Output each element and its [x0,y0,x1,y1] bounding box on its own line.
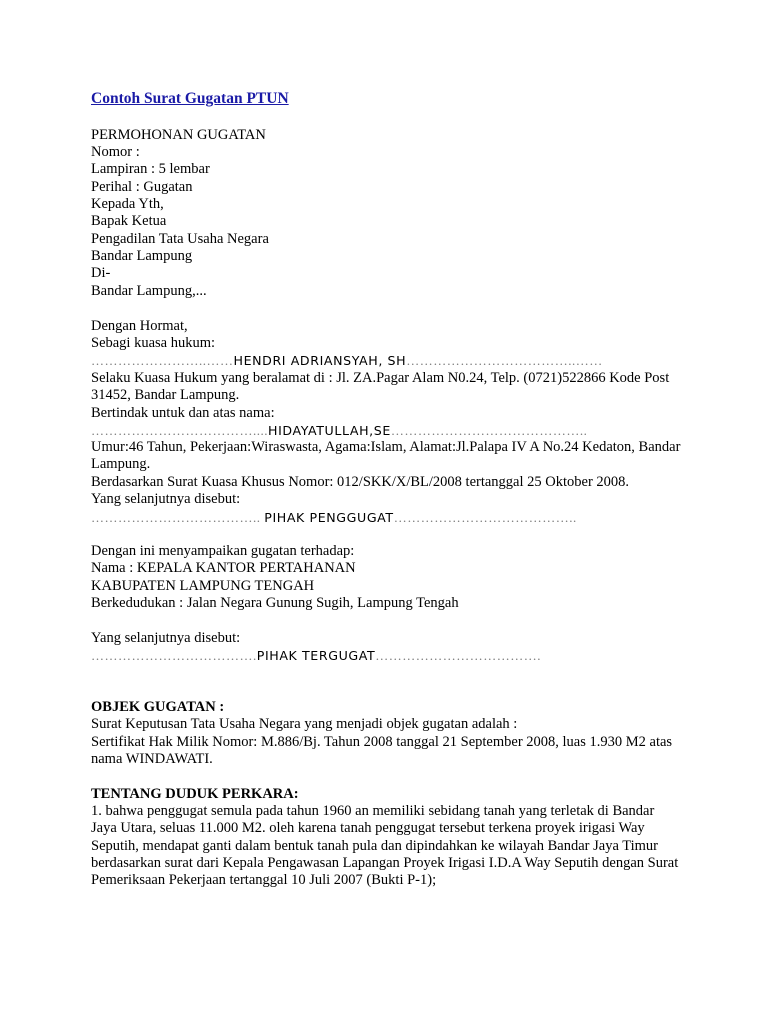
leader-dots: …………………………………….. [390,423,588,438]
defendant-called-label: Yang selanjutnya disebut: [91,630,241,646]
defendant-kabupaten: KABUPATEN LAMPUNG TENGAH [91,578,315,594]
header-pengadilan: Pengadilan Tata Usaha Negara [91,231,269,247]
header-di: Di- [91,265,111,281]
perkara-paragraph-1: 1. bahwa penggugat semula pada tahun 1960 an memiliki sebidang tanah yang terletak di Bandar Jaya Utara, seluas 11.000 M2. oleh karena tanah penggugat tersebut terkena proyek irigasi Way Seputih, mendapat ganti dalam bentuk tanah pula dan dipindahkan ke wilayah Bandar Jaya Timur berdasarkan surat dari Kepala Pengawasan Lapangan Proyek Irigasi I.D.A Way Seputih dengan Surat Pemeriksaan Pekerjaan tertanggal 10 Juli 2007 (Bukti P-1); [91,803,679,889]
power-of-attorney: Berdasarkan Surat Kuasa Khusus Nomor: 012/SKK/X/BL/2008 tertanggal 25 Oktober 2008. [91,474,630,490]
header-lampiran: Lampiran : 5 lembar [91,161,210,177]
header-kota-date: Bandar Lampung,... [91,283,207,299]
leader-dots: ………………………………..…… [406,353,603,368]
kuasa-address: Selaku Kuasa Hukum yang beralamat di : Jl. ZA.Pagar Alam N0.24, Telp. (0721)522866 Kode Post 31452, Bandar Lampung. [91,370,670,404]
header-nomor: Nomor : [91,144,140,160]
client-name-line [91,422,587,440]
defendant-domicile: Berkedudukan : Jalan Negara Gunung Sugih, Lampung Tengah [91,595,459,611]
objek-line-2: Sertifikat Hak Milik Nomor: M.886/Bj. Tahun 2008 tanggal 21 September 2008, luas 1.930 M2 atas nama WINDAWATI. [91,734,673,768]
plaintiff-line [91,509,577,527]
leader-dots: ……………………………….... [91,423,268,438]
header-perihal: Perihal : Gugatan [91,179,193,195]
client-info: Umur:46 Tahun, Pekerjaan:Wiraswasta, Agama:Islam, Alamat:Jl.Palapa IV A No.24 Kedaton, Bandar Lampung. [91,439,681,473]
greeting: Dengan Hormat, [91,318,188,334]
leader-dots: ………………………………. [91,648,257,663]
kuasa-name: HENDRI ADRIANSYAH, SH [233,353,407,368]
kuasa-name-line [91,352,603,370]
plaintiff-label: PIHAK PENGGUGAT [264,510,394,525]
document-title-link[interactable]: Contoh Surat Gugatan PTUN [91,90,289,107]
kuasa-label: Sebagi kuasa hukum: [91,335,216,351]
leader-dots: ……………………………….. [91,510,265,525]
client-name: HIDAYATULLAH,SE [268,423,391,438]
leader-dots: ………………………………. [375,648,542,663]
header-bapak: Bapak Ketua [91,213,167,229]
objek-heading: OBJEK GUGATAN : [91,699,225,715]
perkara-heading: TENTANG DUDUK PERKARA: [91,786,299,802]
called-label: Yang selanjutnya disebut: [91,491,241,507]
header-kepada: Kepada Yth, [91,196,164,212]
leader-dots: ………………………………….. [393,510,577,525]
defendant-name: Nama : KEPALA KANTOR PERTAHANAN [91,560,356,576]
defendant-label: PIHAK TERGUGAT [256,648,376,663]
defendant-intro: Dengan ini menyampaikan gugatan terhadap: [91,543,355,559]
header-title: PERMOHONAN GUGATAN [91,127,266,143]
objek-line-1: Surat Keputusan Tata Usaha Negara yang menjadi objek gugatan adalah : [91,716,518,732]
leader-dots: ……………………..…… [91,353,234,368]
defendant-line [91,647,541,665]
act-label: Bertindak untuk dan atas nama: [91,405,275,421]
header-kota: Bandar Lampung [91,248,193,264]
